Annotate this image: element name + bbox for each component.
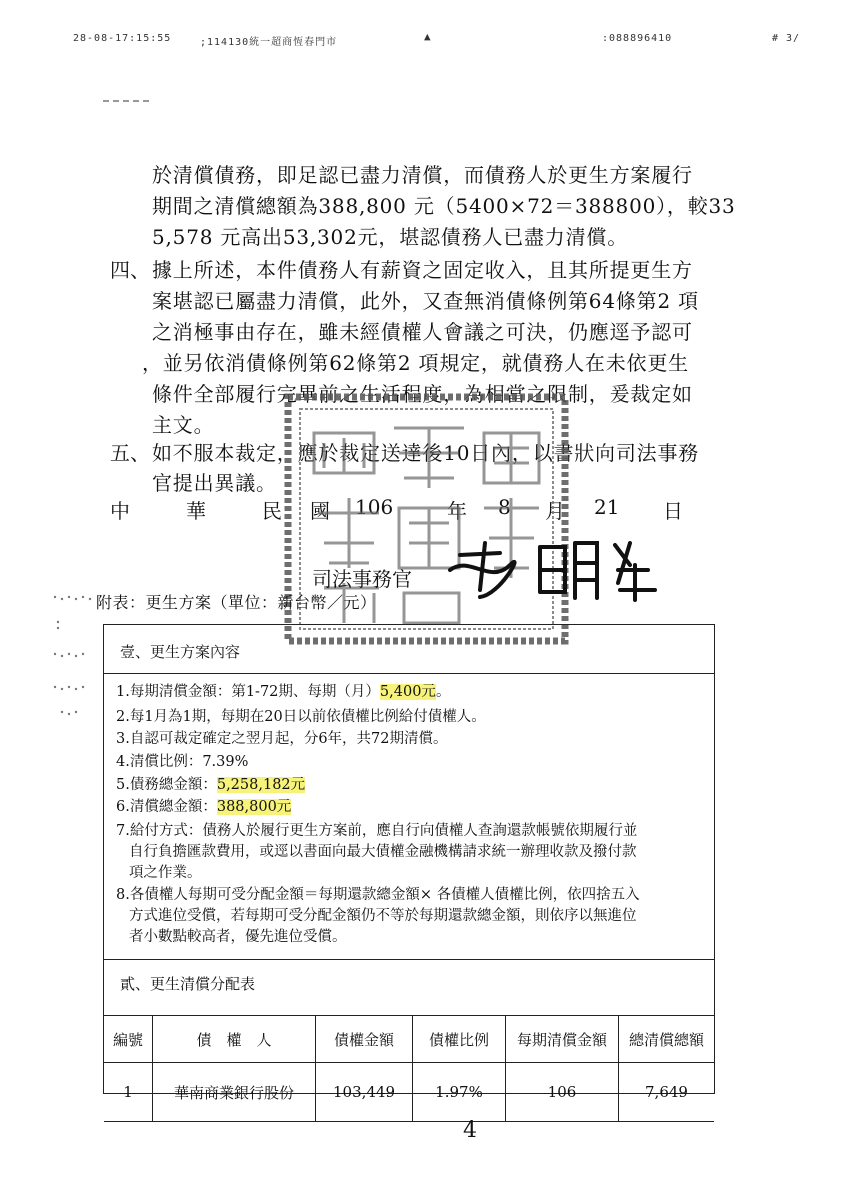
col-header: 每期清償金額 — [506, 1016, 619, 1063]
plan-item-text: 4.清償比例：7.39% — [116, 754, 249, 770]
highlighted-amount: 388,800元 — [216, 799, 292, 815]
fax-number: :088896410 — [602, 33, 673, 44]
plan-item-continuation: 項之作業。 — [129, 865, 202, 881]
item5-line: 官提出異議。 — [152, 471, 277, 495]
plan-item-text: 3.自認可裁定確定之翌月起，分6年，共72期清償。 — [116, 731, 448, 747]
item4-line: 之消極事由存在，雖未經債權人會議之可決，仍應逕予認可 — [152, 320, 693, 344]
col-header: 總清償總額 — [619, 1016, 715, 1063]
handwritten-signature — [440, 535, 665, 605]
date-part: 年 — [447, 499, 467, 523]
plan-box — [103, 624, 715, 1102]
table-row — [104, 1063, 714, 1122]
plan-item — [116, 682, 450, 703]
plan-item — [116, 707, 486, 728]
date-part: 8 — [498, 495, 511, 519]
date-part: 月 — [545, 499, 565, 523]
plan-item-text: 6.清償總金額： — [116, 799, 217, 815]
table-cell: 7,649 — [619, 1063, 715, 1122]
plan-item — [116, 797, 291, 818]
highlighted-amount: 5,400元 — [379, 684, 436, 700]
table-cell: 1 — [104, 1063, 153, 1122]
item4-line: 案堪認已屬盡力清償，此外，又查無消債條例第64條第2 項 — [152, 289, 699, 313]
col-header: 債 權 人 — [153, 1016, 316, 1063]
fax-timestamp: 28-08-17:15:55 — [73, 33, 172, 44]
plan-item-continuation: 者小數點較高者，優先進位受償。 — [129, 929, 347, 945]
plan-item-text: 2.每1月為1期，每期在20日以前依債權比例給付債權人。 — [116, 709, 486, 725]
plan-item — [116, 885, 640, 948]
section2-title: 貳、更生清償分配表 — [120, 975, 256, 993]
scan-tick-marks — [50, 592, 95, 722]
item4-line: 條件全部履行完畢前之生活程度，為相當之限制，爰裁定如 — [152, 382, 693, 406]
table-cell: 103,449 — [316, 1063, 413, 1122]
item5-line: 如不服本裁定，應於裁定送達後10日內，以書狀向司法事務 — [152, 441, 700, 465]
plan-item-continuation: 自行負擔匯款費用，或逕以書面向最大債權金融機構請求統一辦理收款及撥付款 — [129, 844, 637, 860]
body-line: 於清償債務，即足認已盡力清償，而債務人於更生方案履行 — [152, 163, 693, 187]
plan-item-text: 7.給付方式：債務人於履行更生方案前，應自行向債權人查詢還款帳號依期履行並 — [116, 823, 638, 839]
table-cell: 106 — [506, 1063, 619, 1122]
plan-item — [116, 752, 248, 773]
date-part: 華 — [186, 499, 206, 523]
section-divider — [104, 959, 714, 960]
item4-line: 據上所述，本件債務人有薪資之固定收入，且其所提更生方 — [152, 258, 693, 282]
date-part: 日 — [663, 499, 683, 523]
table-header-row — [104, 1016, 714, 1063]
table-cell: 華南商業銀行股份 — [153, 1063, 316, 1122]
fax-page: # 3/ — [772, 33, 801, 44]
table-cell: 1.97% — [413, 1063, 506, 1122]
item5-index: 五、 — [110, 441, 150, 465]
plan-item-text: 1.每期清償金額：第1-72期、每期（月） — [116, 684, 380, 700]
fax-sender: ;114130統一超商恆春門市 — [200, 37, 338, 48]
date-part: 21 — [594, 495, 620, 519]
date-part: 國 — [310, 499, 330, 523]
date-part: 民 — [262, 499, 282, 523]
item4-line: 主文。 — [152, 413, 215, 437]
scan-dash-mark — [103, 100, 149, 102]
plan-item — [116, 729, 448, 750]
col-header: 債權比例 — [413, 1016, 506, 1063]
highlighted-amount: 5,258,182元 — [216, 777, 306, 793]
plan-item-suffix: 。 — [435, 684, 451, 700]
date-part: 106 — [355, 495, 394, 519]
col-header: 債權金額 — [316, 1016, 413, 1063]
plan-item — [116, 821, 637, 884]
page-number: 4 — [463, 1118, 477, 1143]
fax-marker: ▲ — [424, 30, 432, 43]
plan-item — [116, 775, 305, 796]
body-line: 期間之清償總額為388,800 元（5400×72＝388800），較33 — [152, 194, 736, 218]
date-part: 中 — [110, 499, 130, 523]
plan-item-continuation: 方式進位受償，若每期可受分配金額仍不等於每期還款總金額，則依序以無進位 — [129, 908, 637, 924]
item4-index: 四、 — [110, 258, 150, 282]
section-divider — [104, 673, 714, 674]
item4-line: ，並另依消債條例第62條第2 項規定，就債務人在未依更生 — [142, 351, 689, 375]
plan-item-text: 8.各債權人每期可受分配金額＝每期還款總金額× 各債權人債權比例，依四捨五入 — [116, 887, 640, 903]
body-line: 5,578 元高出53,302元，堪認債務人已盡力清償。 — [152, 225, 628, 249]
col-header: 編號 — [104, 1016, 153, 1063]
appendix-title: 附表：更生方案（單位：新台幣／元） — [96, 593, 377, 612]
signer-title: 司法事務官 — [312, 567, 412, 591]
section1-title: 壹、更生方案內容 — [120, 643, 241, 661]
plan-item-text: 5.債務總金額： — [116, 777, 217, 793]
distribution-table — [104, 1015, 714, 1122]
